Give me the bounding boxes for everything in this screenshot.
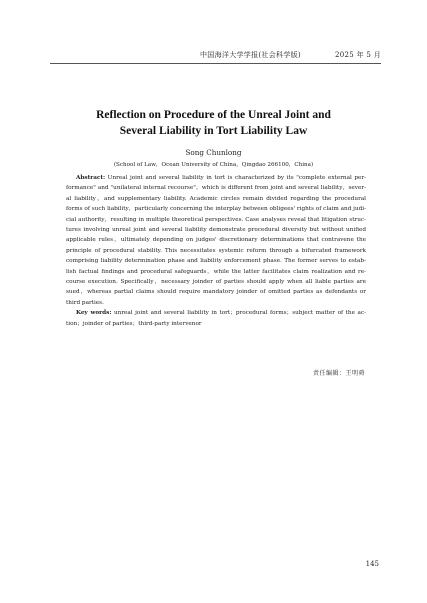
abstract-line: formance" and "unilateral internal recourse"，which is different from joint and several liability，sever- [66, 185, 366, 192]
abstract-line: sued，whereas partial claims should require mandatory joinder of omitted parties as defendants or [66, 289, 366, 296]
author-affiliation: (School of Law，Ocean University of China，Qingdao 266100，China) [113, 162, 314, 168]
author-name: Song Chunlong [185, 148, 242, 157]
abstract-line: cial authority，resulting in multiple theoretical perspectives. Case analyses reveal that litigation struc- [66, 216, 366, 223]
abstract-line: al liability，and supplementary liability. Academic circles remain divided regarding the procedural [66, 195, 366, 202]
journal-name: 中国海洋大学学报(社会科学版) [200, 51, 301, 59]
keywords-lead: Key words: [76, 310, 112, 317]
abstract-line: tures involving unreal joint and several liability demonstrate procedural diversity but without unified [66, 227, 366, 234]
abstract-line [66, 173, 366, 183]
abstract-line: third parties. [66, 299, 104, 306]
article-title [40, 107, 387, 139]
abstract-line: lish factual findings and procedural safeguards，while the latter facilitates claim realization and re- [66, 268, 366, 275]
issue-date: 2025 年 5 月 [335, 51, 381, 59]
abstract-line: comprising liability determination phase and liability enforcement phase. The former serves to estab- [66, 258, 366, 265]
title-line: Several Liability in Tort Liability Law [119, 125, 308, 137]
abstract-text: Unreal joint and several liability in tort is characterized by its "complete external per- [107, 175, 366, 181]
abstract-line: forms of such liability，particularly concerning the interplay between obligees' rights of claim and judi- [66, 206, 366, 213]
title-line: Reflection on Procedure of the Unreal Joint and [96, 109, 331, 121]
abstract-line: principle of procedural stability. This necessitates systemic reform through a bifurcated framework [66, 247, 366, 254]
keywords-line: tion；joinder of parties；third-party intervenor [66, 320, 202, 327]
abstract-line: applicable rules，ultimately depending on judges' discretionary determinations that contravene the [66, 237, 366, 244]
keywords-text: unreal joint and several liability in tort；procedural forms；subject matter of the ac- [114, 310, 366, 317]
header-rule [50, 63, 381, 64]
abstract-block [66, 173, 366, 329]
keywords-line [66, 308, 366, 318]
page-number: 145 [365, 560, 379, 568]
responsible-editor: 责任编辑：王明舜 [312, 370, 365, 377]
abstract-lead: Abstract: [76, 175, 106, 181]
abstract-line: course execution. Specifically，necessary joinder of parties should apply when all liable parties are [66, 279, 366, 286]
